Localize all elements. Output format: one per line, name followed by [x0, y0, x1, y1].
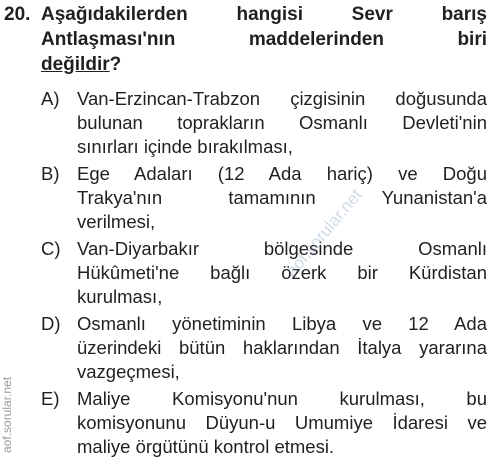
option-c-letter: C) [41, 238, 61, 259]
option-b-line-1: Ege Adaları (12 Ada hariç) ve Doğu [77, 163, 487, 184]
option-c-line-3: kurulması, [77, 286, 163, 307]
answer-options [41, 87, 491, 462]
option-b-line-2: Trakya'nın tamamının Yunanistan'a [77, 187, 487, 208]
option-a-letter: A) [41, 88, 60, 109]
option-a-line-3: sınırları içinde bırakılması, [77, 136, 293, 157]
option-b-text [77, 162, 487, 234]
option-e-line-2: komisyonunu Düyun-u Umumiye İdaresi ve [77, 412, 487, 433]
question-emphasis: değildir [41, 54, 110, 75]
option-e-line-1: Maliye Komisyonu'nun kurulması, bu [77, 388, 487, 409]
option-e-letter: E) [41, 388, 60, 409]
question-stem [41, 2, 487, 77]
option-d-line-1: Osmanlı yönetiminin Libya ve 12 Ada [77, 313, 487, 334]
option-c-text [77, 237, 487, 309]
option-b-line-3: verilmesi, [77, 211, 156, 232]
option-d-letter: D) [41, 313, 61, 334]
option-d-text [77, 312, 487, 384]
option-a-line-2: bulunan toprakların Osmanlı Devleti'nin [77, 112, 487, 133]
diagonal-watermark: aof.sorular.net [282, 185, 366, 281]
option-d-line-3: vazgeçmesi, [77, 361, 180, 382]
option-d[interactable] [41, 312, 491, 384]
option-c-line-1: Van-Diyarbakır bölgesinde Osmanlı [77, 238, 487, 259]
question-line-3 [41, 52, 487, 77]
option-a-line-1: Van-Erzincan-Trabzon çizgisinin doğusunda [77, 88, 487, 109]
option-b[interactable] [41, 162, 491, 234]
side-watermark: aof.sorular.net [0, 376, 14, 453]
option-a-text [77, 87, 487, 159]
option-e[interactable] [41, 387, 491, 459]
option-a[interactable] [41, 87, 491, 159]
option-e-line-3: maliye örgütünü kontrol etmesi. [77, 436, 335, 457]
option-c[interactable] [41, 237, 491, 309]
question-number: 20. [4, 4, 31, 25]
option-e-text [77, 387, 487, 459]
question-line-1: Aşağıdakilerden hangisi Sevr barış [41, 4, 487, 25]
option-c-line-2: Hükûmeti'ne bağlı özerk bir Kürdistan [77, 262, 487, 283]
option-d-line-2: üzerindeki bütün haklarından İtalya yararına [77, 337, 487, 358]
question-line-2: Antlaşması'nın maddelerinden biri [41, 29, 487, 50]
question-mark: ? [109, 54, 122, 75]
option-b-letter: B) [41, 163, 60, 184]
